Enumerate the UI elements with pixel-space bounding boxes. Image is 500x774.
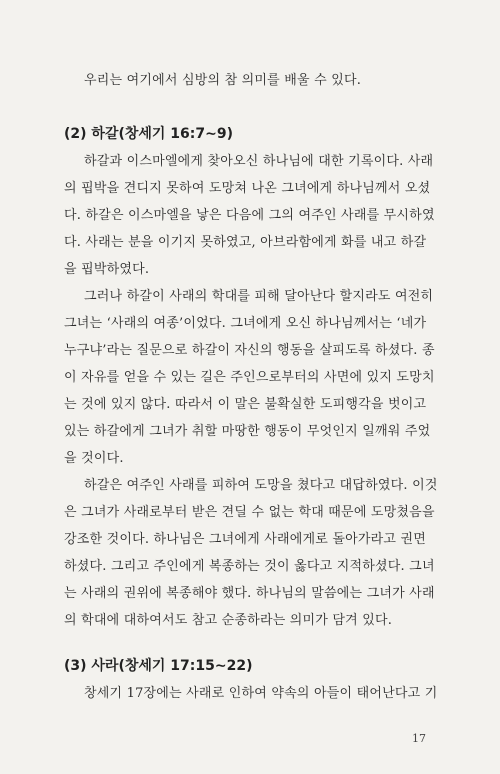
body-line: 하갈과 이스마엘에게 찾아오신 하나님에 대한 기록이다. 사래 bbox=[84, 154, 434, 169]
body-line: 이 자유를 얻을 수 있는 길은 주인으로부터의 사면에 있지 도망치 bbox=[64, 370, 435, 385]
body-line: 는 것에 있지 않다. 따라서 이 말은 불확실한 도피행각을 벗이고 bbox=[64, 397, 427, 412]
body-line: 다. 사래는 분을 이기지 못하였고, 아브라함에게 화를 내고 하갈 bbox=[64, 235, 427, 250]
body-line: 있는 하갈에게 그녀가 취할 마땅한 행동이 무엇인지 일깨워 주었 bbox=[64, 424, 431, 439]
body-line: 그녀는 ‘사래의 여종’이었다. 그녀에게 오신 하나님께서는 ‘네가 bbox=[64, 316, 427, 331]
body-line: 을 것이다. bbox=[64, 451, 124, 466]
body-line: 하셨다. 그리고 주인에게 복종하는 것이 옳다고 지적하셨다. 그녀 bbox=[64, 559, 435, 574]
body-line: 을 핍박하였다. bbox=[64, 262, 150, 277]
page-number: 17 bbox=[412, 732, 426, 745]
body-line: 창세기 17장에는 사래로 인하여 약속의 아들이 태어난다고 기 bbox=[84, 686, 438, 701]
body-line: 하갈은 여주인 사래를 피하여 도망을 쳤다고 대답하였다. 이것 bbox=[84, 478, 438, 493]
body-line: 다. 하갈은 이스마엘을 낳은 다음에 그의 여주인 사래를 무시하였 bbox=[64, 208, 435, 223]
section-heading-hagar: (2) 하갈(창세기 16:7∼9) bbox=[64, 126, 233, 142]
body-line: 은 그녀가 사래로부터 받은 견딜 수 없는 학대 때문에 도망쳤음을 bbox=[64, 505, 435, 520]
body-line: 의 학대에 대하여서도 참고 순종하라는 의미가 담겨 있다. bbox=[64, 613, 393, 628]
body-line: 강조한 것이다. 하나님은 그녀에게 사래에게로 돌아가라고 권면 bbox=[64, 532, 427, 547]
body-line: 는 사래의 권위에 복종해야 했다. 하나님의 말씀에는 그녀가 사래 bbox=[64, 586, 435, 601]
body-line: 의 핍박을 견디지 못하여 도망쳐 나온 그녀에게 하나님께서 오셨 bbox=[64, 181, 431, 196]
intro-line: 우리는 여기에서 심방의 참 의미를 배울 수 있다. bbox=[84, 73, 362, 88]
body-line: 그러나 하갈이 사래의 학대를 피해 달아난다 할지라도 여전히 bbox=[84, 289, 434, 304]
section-heading-sarah: (3) 사라(창세기 17:15∼22) bbox=[64, 658, 253, 674]
body-line: 누구냐’라는 질문으로 하갈이 자신의 행동을 살피도록 하셨다. 종 bbox=[64, 343, 435, 358]
